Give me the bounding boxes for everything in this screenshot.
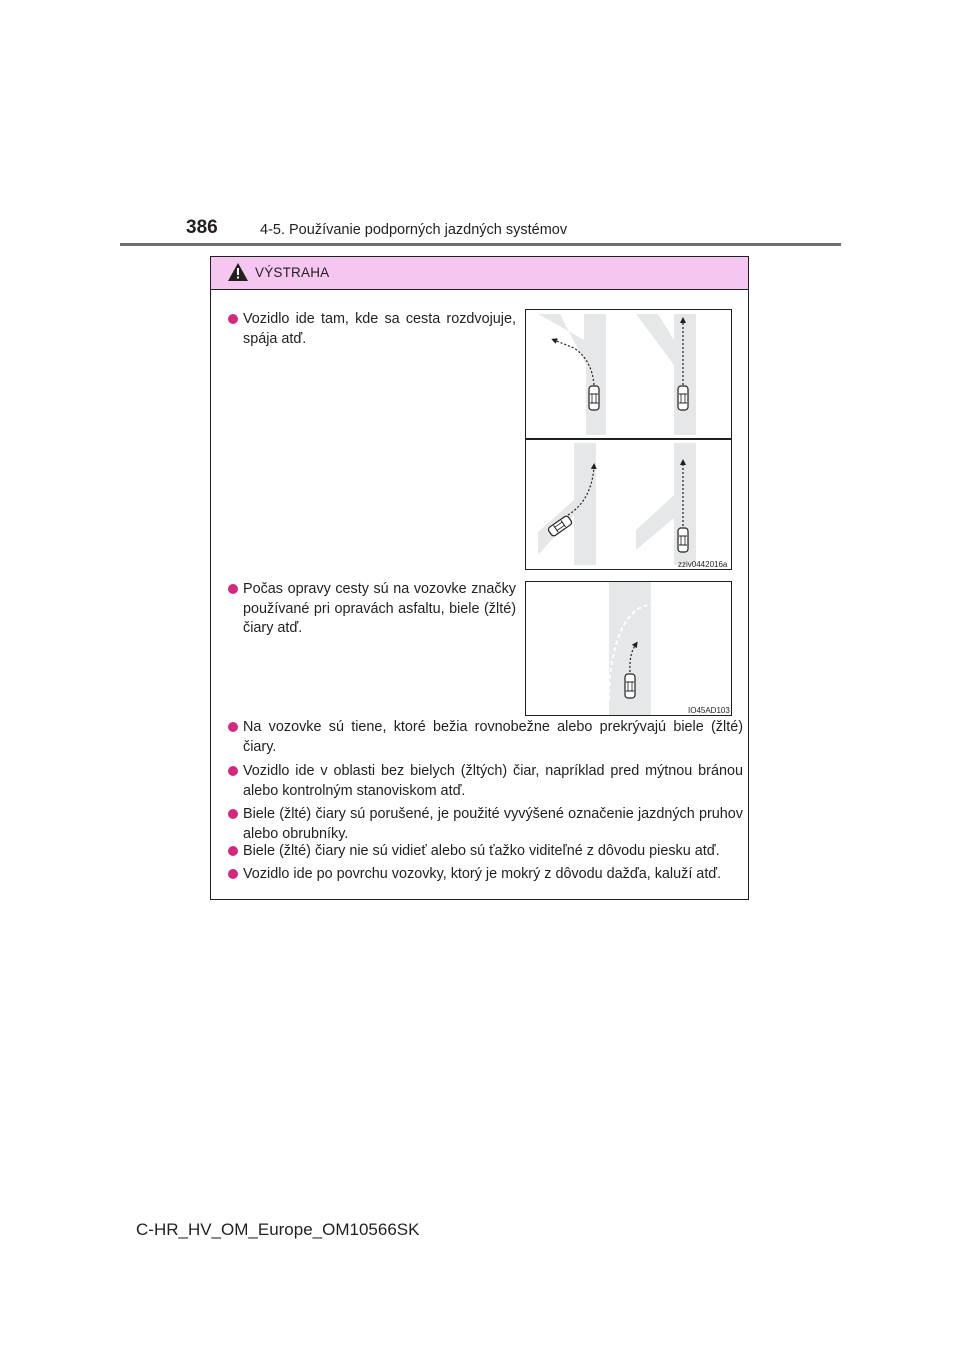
list-item-text: Biele (žlté) čiary sú porušené, je použité vyvýšené označenie jazdných pruhov alebo obrubníky. [243,806,743,842]
bullet-dot [228,766,238,776]
bullet-dot [228,314,238,324]
warning-triangle-icon [228,263,248,281]
bullet-dot [228,722,238,732]
list-item-text: Vozidlo ide po povrchu vozovky, ktorý je mokrý z dôvodu dažďa, kaluží atď. [243,866,722,882]
road-fork-drawing [526,310,731,569]
figure-code: IO45AD103 [688,706,730,715]
figure-code: zziv0442016a [678,560,728,569]
bullet-dot [228,869,238,879]
list-item [243,865,743,885]
list-item [243,580,516,639]
road-repair-illustration [525,581,732,716]
bullet-dot [228,584,238,594]
road-repair-drawing [526,582,731,715]
warning-header [211,257,748,290]
section-title: 4-5. Používanie podporných jazdných systémov [260,222,568,238]
list-item-text: Na vozovke sú tiene, ktoré bežia rovnobežne alebo prekrývajú biele (žlté) čiary. [243,719,743,755]
list-item [243,842,743,862]
document-id: C-HR_HV_OM_Europe_OM10566SK [136,1220,420,1239]
road-fork-illustration [525,309,732,570]
page-number: 386 [186,217,218,238]
list-item [243,718,743,757]
list-item-text: Vozidlo ide tam, kde sa cesta rozdvojuje, spája atď. [243,311,516,347]
list-item-text: Počas opravy cesty sú na vozovke značky používané pri opravách asfaltu, biele (žlté) čiary atď. [243,581,516,636]
list-item-text: Vozidlo ide v oblasti bez bielych (žltých) čiar, napríklad pred mýtnou bránou alebo kontrolným stanoviskom atď. [243,763,743,799]
header-rule [120,243,841,246]
list-item [243,310,516,349]
warning-title: VÝSTRAHA [255,265,330,280]
bullet-dot [228,809,238,819]
list-item [243,762,743,801]
list-item [243,805,743,844]
list-item-text: Biele (žlté) čiary nie sú vidieť alebo sú ťažko viditeľné z dôvodu piesku atď. [243,843,720,859]
bullet-dot [228,846,238,856]
